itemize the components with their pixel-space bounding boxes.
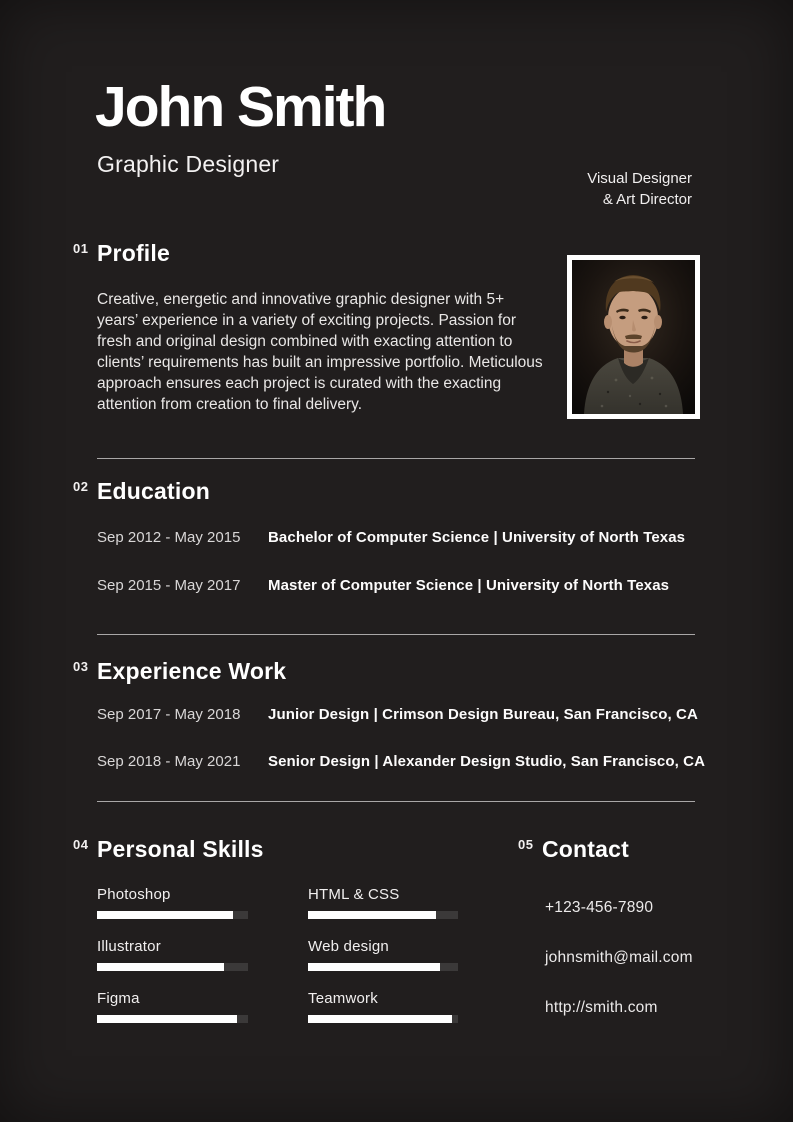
- skill-item: [308, 886, 458, 919]
- experience-dates: Sep 2017 - May 2018: [97, 706, 241, 723]
- experience-details: Junior Design | Crimson Design Bureau, San Francisco, CA: [268, 706, 698, 723]
- experience-row: [97, 753, 705, 770]
- section-number: 04: [73, 837, 89, 852]
- skill-label: Figma: [97, 990, 140, 1007]
- skill-bar-fill: [97, 963, 224, 971]
- section-number: 02: [73, 479, 89, 494]
- skill-bar-fill: [308, 963, 440, 971]
- section-title: Contact: [542, 836, 630, 862]
- contact-email: johnsmith@mail.com: [545, 949, 693, 966]
- tagline-line-2: & Art Director: [602, 191, 692, 208]
- person-name: John Smith: [95, 75, 386, 139]
- skill-label: Illustrator: [97, 938, 161, 955]
- experience-section-heading: [73, 658, 286, 685]
- skill-bar-fill: [308, 911, 436, 919]
- education-details: Bachelor of Computer Science | University of North Texas: [268, 529, 686, 546]
- experience-row: [97, 706, 698, 723]
- skill-bar-fill: [308, 1015, 452, 1023]
- skills-section-heading: [73, 836, 264, 863]
- skill-label: Teamwork: [308, 990, 378, 1007]
- skill-bar-track: [97, 963, 248, 971]
- education-details: Master of Computer Science | University of North Texas: [268, 577, 670, 594]
- skill-item: [97, 938, 248, 971]
- tagline-line-1: Visual Designer: [587, 170, 692, 187]
- skill-bar-track: [308, 963, 458, 971]
- skill-item: [308, 990, 458, 1023]
- skill-bar-track: [308, 911, 458, 919]
- section-title: Personal Skills: [97, 836, 264, 862]
- education-dates: Sep 2012 - May 2015: [97, 529, 241, 546]
- experience-details: Senior Design | Alexander Design Studio, San Francisco, CA: [268, 753, 706, 770]
- education-section-heading: [73, 478, 210, 505]
- skill-bar-track: [97, 1015, 248, 1023]
- section-number: 05: [518, 837, 534, 852]
- skill-label: Photoshop: [97, 886, 171, 903]
- skill-bar-fill: [97, 1015, 237, 1023]
- section-title: Education: [97, 478, 210, 504]
- section-number: 03: [73, 659, 89, 674]
- section-title: Profile: [97, 240, 170, 266]
- skill-bar-fill: [97, 911, 233, 919]
- divider: [97, 801, 695, 802]
- skill-item: [308, 938, 458, 971]
- skill-bar-track: [308, 1015, 458, 1023]
- education-dates: Sep 2015 - May 2017: [97, 577, 241, 594]
- profile-summary: Creative, energetic and innovative graphic designer with 5+ years’ experience in a variety of exciting projects. Passion for fresh and original design combined with exacting attention to clients’ requirements has built an impressive portfolio. Meticulous approach ensures each project is curated with the exacting attention from creation to final delivery.: [97, 291, 543, 413]
- experience-dates: Sep 2018 - May 2021: [97, 753, 241, 770]
- section-number: 01: [73, 241, 89, 256]
- section-title: Experience Work: [97, 658, 287, 684]
- portrait-illustration: [572, 260, 695, 414]
- education-row: [97, 577, 669, 594]
- contact-section-heading: [518, 836, 629, 863]
- profile-section-heading: [73, 240, 170, 267]
- skill-item: [97, 990, 248, 1023]
- skill-item: [97, 886, 248, 919]
- contact-list: [545, 899, 693, 1049]
- education-row: [97, 529, 685, 546]
- skill-label: Web design: [308, 938, 389, 955]
- contact-website: http://smith.com: [545, 999, 658, 1016]
- person-tagline: [587, 168, 692, 210]
- profile-photo: [567, 255, 700, 419]
- divider: [97, 458, 695, 459]
- skill-bar-track: [97, 911, 248, 919]
- skill-label: HTML & CSS: [308, 886, 400, 903]
- skills-grid: [97, 886, 458, 1023]
- person-job-title: Graphic Designer: [97, 151, 280, 177]
- divider: [97, 634, 695, 635]
- contact-phone: +123-456-7890: [545, 899, 654, 916]
